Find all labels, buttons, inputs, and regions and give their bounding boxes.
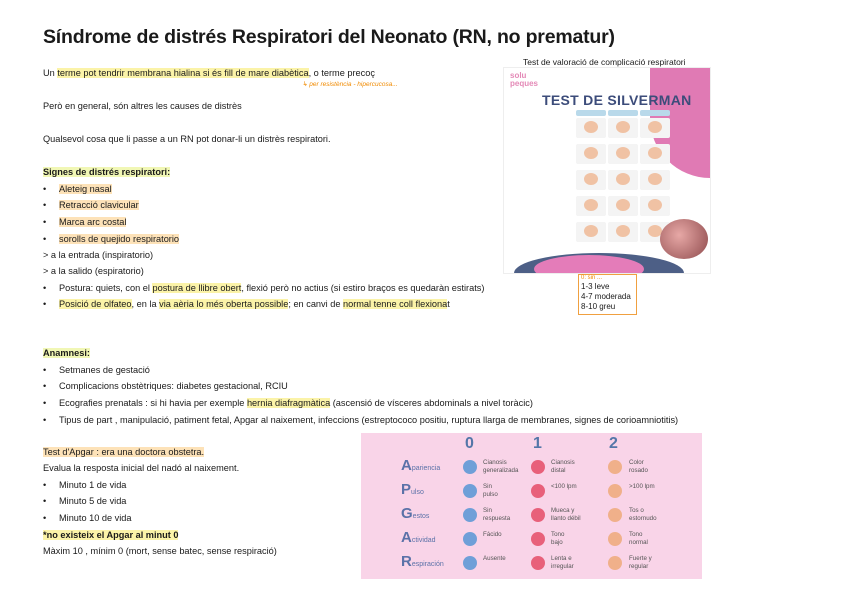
list-item-text: Retracció clavicular <box>59 200 139 210</box>
eco-text-end: (ascensió de vísceres abdominals a nivel toràcic) <box>330 398 533 408</box>
scale-line: 0: sin ... <box>581 275 603 281</box>
olfateo-text: , en la <box>131 299 160 309</box>
apgar-cell-line: Cianosis <box>483 459 507 466</box>
apgar-cell-text <box>551 555 574 571</box>
apgar-cell-line: <100 lpm <box>551 483 577 490</box>
column-header-1: 1 <box>533 435 542 452</box>
apgar-cell-text <box>551 483 577 491</box>
apgar-cell-line: estornudo <box>629 515 657 522</box>
apgar-cell-line: Tono <box>551 531 565 538</box>
apgar-icon <box>463 460 477 474</box>
apgar-icon <box>531 532 545 546</box>
page-title: Síndrome de distrés Respiratori del Neonato (RN, no prematur) <box>43 26 615 48</box>
apgar-cell-line: regular <box>629 563 649 570</box>
apgar-icon <box>608 484 622 498</box>
apgar-intro: Evalua la resposta inicial del nadó al naixement. <box>43 463 240 473</box>
intro-text-end: , o terme precoç <box>308 68 375 78</box>
apgar-heading: Test d'Apgar : era una doctora obstetra. <box>43 447 205 457</box>
apgar-icon <box>531 484 545 498</box>
apgar-icon <box>531 556 545 570</box>
apgar-cell-line: Tono <box>629 531 643 538</box>
silverman-row <box>538 170 672 194</box>
olfateo-highlight-3: normal tenne coll flexiona <box>343 299 448 309</box>
apgar-cell-line: Ausente <box>483 555 506 562</box>
apgar-word: ctividad <box>411 537 436 544</box>
apgar-icon <box>463 532 477 546</box>
column-header <box>576 110 606 116</box>
intro-line-3: Qualsevol cosa que li passe a un RN pot donar-li un distrès respiratori. <box>43 134 331 144</box>
eco-highlight: hernia diafragmàtica <box>246 398 331 408</box>
apgar-cell-text <box>629 507 657 523</box>
apgar-cell-text <box>551 507 581 523</box>
apgar-cell-text <box>483 531 502 539</box>
apgar-icon <box>463 508 477 522</box>
list-item-text: Ecografies prenatals : si hi havia per exemple <box>59 398 247 408</box>
silverman-grid <box>538 118 672 248</box>
logo-line: peques <box>510 79 539 88</box>
row-label <box>538 118 574 138</box>
silverman-row <box>538 222 672 246</box>
list-item-text: Minuto 1 de vida <box>59 480 127 490</box>
apgar-cell-text <box>629 531 648 547</box>
apgar-cell-text <box>551 531 564 547</box>
apgar-cell-text <box>483 459 518 475</box>
list-item-text: Minuto 10 de vida <box>59 513 132 523</box>
apgar-icon <box>608 532 622 546</box>
silverman-image-title: TEST DE SILVERMAN <box>542 92 692 108</box>
apgar-icon <box>463 484 477 498</box>
apgar-cell-line: >100 lpm <box>629 483 655 490</box>
apgar-warning: *no existeix el Apgar al minut 0 <box>43 530 179 540</box>
column-header-2: 2 <box>609 435 618 452</box>
apgar-icon <box>608 508 622 522</box>
apgar-cell-line: llanto débil <box>551 515 581 522</box>
apgar-letter: P <box>401 481 412 498</box>
apgar-cell-text <box>483 555 506 563</box>
scale-line: 1-3 leve <box>581 282 610 291</box>
apgar-cell-text <box>629 459 648 475</box>
list-item-text: sorolls de quejido respiratorio <box>59 234 180 244</box>
apgar-cell-line: Fácido <box>483 531 502 538</box>
silverman-row <box>538 196 672 220</box>
apgar-cell-line: irregular <box>551 563 574 570</box>
newborn-photo <box>660 219 708 259</box>
apgar-icon <box>463 556 477 570</box>
list-item-text: Minuto 5 de vida <box>59 496 127 506</box>
apgar-letter: A <box>401 529 412 546</box>
signes-heading: Signes de distrés respiratori: <box>43 167 171 177</box>
intro-text: Un <box>43 68 58 78</box>
apgar-cell-line: respuesta <box>483 515 511 522</box>
apgar-cell-line: rosado <box>629 467 648 474</box>
apgar-cell-line: Mueca y <box>551 507 575 514</box>
column-header <box>640 110 670 116</box>
apgar-letter: R <box>401 553 412 570</box>
apgar-letter: A <box>401 457 412 474</box>
logo-line: solu <box>510 71 527 80</box>
olfateo-text-end: t <box>447 299 450 309</box>
scale-line: 8-10 greu <box>581 302 616 311</box>
silverman-scale-box <box>578 274 637 315</box>
apgar-table-image <box>361 433 702 579</box>
olfateo-highlight-2: via aèria lo més oberta possible <box>159 299 289 309</box>
apgar-row-label <box>401 481 424 498</box>
list-item-text: Aleteig nasal <box>59 184 112 194</box>
postura-text-end: , flexió però no actius (si estiro braços es quedaràn estirats) <box>241 283 485 293</box>
apgar-cell-line: Sin <box>483 483 492 490</box>
silverman-caption: Test de valoració de complicació respiratori <box>523 57 686 67</box>
handwritten-note: ↳ per resistència - hipercucosa... <box>302 81 398 88</box>
intro-line-2: Però en general, són altres les causes de distrès <box>43 101 242 111</box>
apgar-cell-line: Cianosis <box>551 459 575 466</box>
apgar-icon <box>608 460 622 474</box>
apgar-cell-line: Fuerte y <box>629 555 652 562</box>
apgar-cell-line: Tos o <box>629 507 644 514</box>
scale-line: 4-7 moderada <box>581 292 631 301</box>
silverman-row <box>538 144 672 168</box>
apgar-cell-line: Lenta e <box>551 555 572 562</box>
apgar-cell-line: normal <box>629 539 648 546</box>
column-header-0: 0 <box>465 435 474 452</box>
apgar-letter: G <box>401 505 413 522</box>
apgar-word: pariencia <box>411 465 441 472</box>
apgar-cell-text <box>629 555 652 571</box>
apgar-row-label <box>401 553 444 570</box>
apgar-cell-line: Color <box>629 459 644 466</box>
silverman-row <box>538 118 672 142</box>
apgar-icon <box>531 460 545 474</box>
apgar-word: espiración <box>411 561 444 568</box>
olfateo-text-2: ; en canvi de <box>288 299 343 309</box>
list-item-text: Setmanes de gestació <box>59 365 150 375</box>
apgar-cell-line: pulso <box>483 491 498 498</box>
list-item-text: Marca arc costal <box>59 217 127 227</box>
list-item-text: Complicacions obstètriques: diabetes gestacional, RCIU <box>59 381 288 391</box>
apgar-cell-text <box>483 507 510 523</box>
postura-highlight: postura de llibre obert <box>152 283 242 293</box>
anamnesi-heading: Anamnesi: <box>43 348 90 358</box>
apgar-cell-line: bajo <box>551 539 563 546</box>
sub-item-inspiratorio: > a la entrada (inspiratorio) <box>43 250 154 260</box>
apgar-icon <box>531 508 545 522</box>
apgar-cell-text <box>629 483 655 491</box>
sub-item-espiratorio: > a la salido (espiratorio) <box>43 266 144 276</box>
silverman-test-image <box>503 67 711 274</box>
intro-highlight: terme pot tendrir membrana hialina si és fill de mare diabètica <box>57 68 309 78</box>
apgar-word: ulso <box>411 489 424 496</box>
column-header <box>608 110 638 116</box>
solupeques-logo <box>510 72 538 88</box>
olfateo-highlight: Posició de olfateo <box>59 299 132 309</box>
apgar-cell-line: distal <box>551 467 566 474</box>
apgar-cell-line: Sin <box>483 507 492 514</box>
apgar-cell-text <box>551 459 575 475</box>
apgar-cell-text <box>483 483 498 499</box>
apgar-row-label <box>401 505 429 522</box>
apgar-icon <box>608 556 622 570</box>
apgar-word: estos <box>412 513 430 520</box>
apgar-row-label <box>401 457 440 474</box>
list-item-text: Tipus de part , manipulació, patiment fetal, Apgar al naixement, infeccions (estreptococo positiu, ruptura llarga de membranes, signes de corioamniotitis) <box>59 415 679 425</box>
apgar-range: Màxim 10 , mínim 0 (mort, sense batec, sense respiració) <box>43 546 277 556</box>
apgar-cell-line: generalizada <box>483 467 519 474</box>
apgar-row-label <box>401 529 436 546</box>
postura-text: Postura: quiets, con el <box>59 283 153 293</box>
intro-line-1 <box>43 68 375 78</box>
